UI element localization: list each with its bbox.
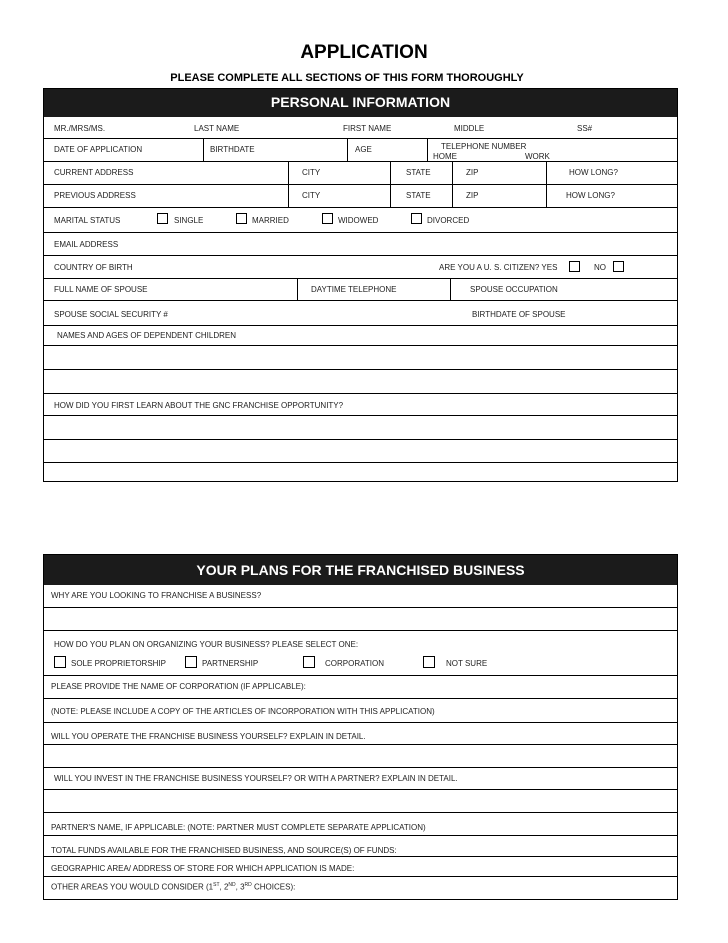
work-label: WORK: [525, 152, 550, 161]
us-citizen-label: ARE YOU A U. S. CITIZEN? YES: [439, 263, 558, 272]
widowed-checkbox[interactable]: [322, 213, 333, 224]
invest-business-label: WILL YOU INVEST IN THE FRANCHISE BUSINESS YOURSELF? OR WITH A PARTNER? EXPLAIN IN DETAIL.: [54, 774, 458, 783]
personal-information-section: [43, 88, 678, 482]
country-row: [44, 255, 677, 278]
corporation-name-label: PLEASE PROVIDE THE NAME OF CORPORATION (IF APPLICABLE):: [51, 682, 306, 691]
current-address-label: CURRENT ADDRESS: [54, 168, 134, 177]
corporation-label: CORPORATION: [325, 659, 384, 668]
current-zip-label: ZIP: [466, 168, 479, 177]
spouse-ss-row: [44, 300, 677, 325]
spouse-ss-label: SPOUSE SOCIAL SECURITY #: [54, 310, 168, 319]
sole-proprietorship-label: SOLE PROPRIETORSHIP: [71, 659, 166, 668]
single-label: SINGLE: [174, 216, 204, 225]
home-label: HOME: [433, 152, 457, 161]
note-row: [44, 698, 677, 722]
plans-header: YOUR PLANS FOR THE FRANCHISED BUSINESS: [44, 555, 677, 585]
why-franchise-label: WHY ARE YOU LOOKING TO FRANCHISE A BUSINESS?: [51, 591, 262, 600]
daytime-telephone-label: DAYTIME TELEPHONE: [311, 285, 397, 294]
page-title: APPLICATION: [300, 42, 428, 63]
current-address-row: [44, 161, 677, 184]
name-row: [44, 117, 677, 138]
previous-address-row: [44, 184, 677, 207]
corporation-checkbox[interactable]: [303, 656, 315, 668]
previous-city-label: CITY: [302, 191, 321, 200]
learn-blank-row-3[interactable]: [44, 462, 677, 483]
mr-label: MR./MRS/MS.: [54, 124, 106, 133]
children-row: [44, 325, 677, 345]
other-areas-label: OTHER AREAS YOU WOULD CONSIDER (1ST, 2ND, 3RD CHOICES):: [51, 882, 296, 892]
children-blank-row-2[interactable]: [44, 369, 677, 393]
operate-blank-row[interactable]: [44, 744, 677, 767]
sole-proprietorship-checkbox[interactable]: [54, 656, 66, 668]
married-label: MARRIED: [252, 216, 289, 225]
corp-name-row: [44, 675, 677, 698]
birthdate-label: BIRTHDATE: [210, 145, 255, 154]
invest-blank-row[interactable]: [44, 789, 677, 812]
spouse-name-label: FULL NAME OF SPOUSE: [54, 285, 148, 294]
geo-row: [44, 856, 677, 876]
widowed-label: WIDOWED: [338, 216, 379, 225]
spouse-row: [44, 278, 677, 300]
citizen-yes-checkbox[interactable]: [569, 261, 580, 272]
funds-row: [44, 835, 677, 856]
organize-row: [44, 630, 677, 653]
operate-row: [44, 722, 677, 744]
last-name-label: LAST NAME: [194, 124, 240, 133]
why-row: [44, 585, 677, 607]
plans-section: [43, 554, 678, 900]
email-address-label: EMAIL ADDRESS: [54, 240, 119, 249]
organize-business-label: HOW DO YOU PLAN ON ORGANIZING YOUR BUSINESS? PLEASE SELECT ONE:: [54, 640, 359, 649]
marital-status-row: [44, 207, 677, 232]
current-city-label: CITY: [302, 168, 321, 177]
ss-label: SS#: [577, 124, 593, 133]
previous-zip-label: ZIP: [466, 191, 479, 200]
citizen-no-label: NO: [594, 263, 606, 272]
current-state-label: STATE: [406, 168, 431, 177]
previous-how-long-label: HOW LONG?: [566, 191, 615, 200]
divorced-checkbox[interactable]: [411, 213, 422, 224]
middle-label: MIDDLE: [454, 124, 485, 133]
partnership-checkbox[interactable]: [185, 656, 197, 668]
operate-business-label: WILL YOU OPERATE THE FRANCHISE BUSINESS YOURSELF? EXPLAIN IN DETAIL.: [51, 732, 366, 741]
current-how-long-label: HOW LONG?: [569, 168, 618, 177]
children-blank-row-1[interactable]: [44, 345, 677, 369]
learn-blank-row-2[interactable]: [44, 439, 677, 462]
email-row: [44, 232, 677, 255]
citizen-no-checkbox[interactable]: [613, 261, 624, 272]
date-row: [44, 138, 677, 161]
previous-state-label: STATE: [406, 191, 431, 200]
why-blank-row[interactable]: [44, 607, 677, 630]
divorced-label: DIVORCED: [427, 216, 470, 225]
marital-status-label: MARITAL STATUS: [54, 216, 121, 225]
dependent-children-label: NAMES AND AGES OF DEPENDENT CHILDREN: [57, 331, 236, 340]
learn-about-label: HOW DID YOU FIRST LEARN ABOUT THE GNC FRANCHISE OPPORTUNITY?: [54, 401, 344, 410]
not-sure-checkbox[interactable]: [423, 656, 435, 668]
previous-address-label: PREVIOUS ADDRESS: [54, 191, 136, 200]
partnership-label: PARTNERSHIP: [202, 659, 259, 668]
partner-row: [44, 812, 677, 835]
first-name-label: FIRST NAME: [343, 124, 392, 133]
spouse-birthdate-label: BIRTHDATE OF SPOUSE: [472, 310, 566, 319]
date-of-application-label: DATE OF APPLICATION: [54, 145, 143, 154]
organize-options-row: [44, 653, 677, 675]
partner-name-label: PARTNER'S NAME, IF APPLICABLE: (NOTE: PARTNER MUST COMPLETE SEPARATE APPLICATION): [51, 823, 426, 832]
age-label: AGE: [355, 145, 372, 154]
personal-information-header: PERSONAL INFORMATION: [44, 89, 677, 117]
married-checkbox[interactable]: [236, 213, 247, 224]
total-funds-label: TOTAL FUNDS AVAILABLE FOR THE FRANCHISED BUSINESS, AND SOURCE(S) OF FUNDS:: [51, 846, 397, 855]
spouse-occupation-label: SPOUSE OCCUPATION: [470, 285, 558, 294]
country-of-birth-label: COUNTRY OF BIRTH: [54, 263, 133, 272]
geographic-area-label: GEOGRAPHIC AREA/ ADDRESS OF STORE FOR WHICH APPLICATION IS MADE:: [51, 864, 355, 873]
articles-note-label: (NOTE: PLEASE INCLUDE A COPY OF THE ARTICLES OF INCORPORATION WITH THIS APPLICATION): [51, 707, 435, 716]
other-areas-row: [44, 876, 677, 895]
invest-row: [44, 767, 677, 789]
not-sure-label: NOT SURE: [446, 659, 488, 668]
learn-row: [44, 393, 677, 415]
telephone-number-label: TELEPHONE NUMBER: [441, 142, 527, 151]
learn-blank-row-1[interactable]: [44, 415, 677, 439]
single-checkbox[interactable]: [157, 213, 168, 224]
page-subtitle: PLEASE COMPLETE ALL SECTIONS OF THIS FORM THOROUGHLY: [170, 72, 524, 84]
